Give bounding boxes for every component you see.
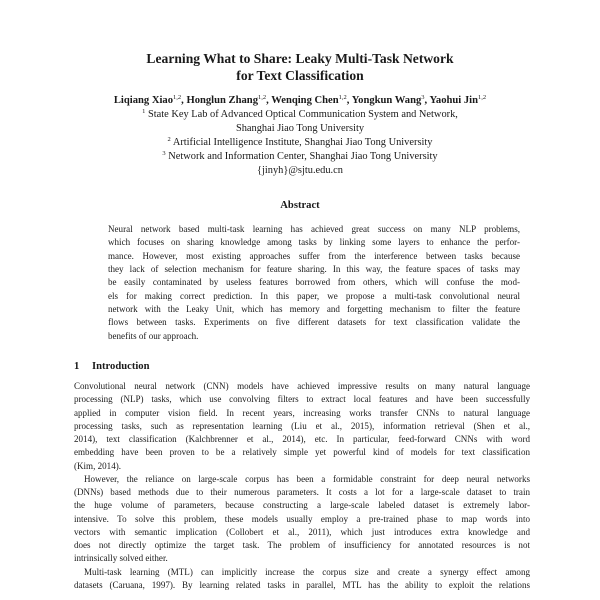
body-line: Convolutional neural network (CNN) models have achieved impressive results on many natural language — [74, 381, 530, 391]
body-line: 2014), text classification (Kalchbrenner et al., 2014), etc. In particular, feed-forward CNNs with word — [74, 434, 530, 444]
affiliation-1 — [0, 108, 600, 122]
affiliation-3 — [0, 150, 600, 164]
abstract-line: which focuses on sharing knowledge among tasks by linking some layers to enhance the perfor- — [108, 237, 520, 248]
body-line: does not directly optimize the target task. The problem of insufficiency for annotated resources is not — [74, 540, 530, 550]
section-heading-introduction — [74, 360, 150, 374]
abstract-line: network with the Leaky Unit, which has memory and forgetting mechanism to filter the feature — [108, 304, 520, 315]
section-title: Introduction — [92, 361, 150, 372]
body-line: embedding have been proven to be a relatively simple yet powerful kind of models for text classification — [74, 447, 530, 458]
body-line: processing tasks, such as representation learning (Liu et al., 2015), information retrieval (Shen et al., — [74, 420, 530, 431]
abstract-line: flows between tasks. Experiments on five different datasets for text classification validate the — [108, 317, 520, 328]
affiliation-1-continued — [0, 122, 600, 136]
body-line: intensive. To solve this problem, these models usually employ a pre-trained phase to map words into — [74, 513, 530, 524]
affiliation-2 — [0, 136, 600, 150]
author-list: Liqiang Xiao$^{1,2}$, Honglun Zhang$^{1,2}$, Wenqing Chen$^{1,2}$, Yongkun Wang$^3$, Yaohui Jin$^{1,2}$ — [113, 94, 487, 106]
affiliation-text: State Key Lab of Advanced Optical Communication System and Network, — [147, 109, 458, 120]
abstract-line: Neural network based multi-task learning has achieved great success on many NLP problems, — [108, 224, 520, 234]
abstract-line: benefits of our approach. — [108, 330, 199, 341]
body-line: Multi-task learning (MTL) can implicitly increase the corpus size and create a synergy effect among — [84, 566, 530, 577]
author-name: Honglun Zhang — [186, 95, 258, 106]
body-line: vectors with semantic implication (Collobert et al., 2011), which just introduces extra knowledge and — [74, 526, 530, 537]
author-affiliation-marker: 1,2 — [478, 94, 487, 101]
abstract-line: they lack of selection mechanism for feature sharing. In this way, the feature spaces of tasks may — [108, 264, 520, 275]
author-name: Yongkun Wang — [351, 95, 422, 106]
abstract-body — [108, 223, 520, 343]
email-text: {jinyh}@sjtu.edu.cn — [257, 165, 343, 176]
title-line-1: Learning What to Share: Leaky Multi-Task Network — [146, 51, 454, 66]
paper-title — [0, 50, 600, 84]
author-affiliation-marker: 1,2 — [173, 94, 182, 101]
affiliation-text: Artificial Intelligence Institute, Shanghai Jiao Tong University — [172, 137, 433, 148]
section-number: 1 — [74, 361, 80, 372]
contact-email — [0, 164, 600, 178]
body-line: (DNNs) based methods due to their numerous parameters. It costs a lot for a large-scale dataset to train — [74, 487, 530, 497]
author-affiliation-marker: 1,2 — [258, 94, 267, 101]
introduction-body — [74, 380, 530, 592]
affiliation-text: Network and Information Center, Shanghai Jiao Tong University — [168, 151, 438, 162]
author-name: Yaohui Jin — [429, 95, 479, 106]
affiliation-text: Shanghai Jiao Tong University — [235, 123, 365, 134]
body-line: processing (NLP) tasks, which use convolving filters to extract local features and have been successfully — [74, 394, 530, 405]
body-line: the huge volume of parameters, because constructing a large-scale labeled dataset is extremely labor- — [74, 500, 530, 511]
affiliation-marker: 2 — [167, 136, 171, 143]
body-line: intrinsically solved either. — [74, 553, 168, 564]
abstract-line: be easily contaminated by useless features borrowed from others, which will confuse the mod- — [108, 277, 520, 288]
abstract-heading: Abstract — [280, 200, 320, 211]
body-line: However, the reliance on large-scale corpus has been a formidable constraint for deep neural networks — [84, 473, 530, 484]
author-affiliation-marker: 3 — [421, 94, 425, 101]
affiliation-marker: 3 — [162, 150, 166, 157]
affiliation-marker: 1 — [142, 108, 146, 115]
author-name: Wenqing Chen — [271, 95, 339, 106]
author-name: Liqiang Xiao — [113, 95, 174, 106]
abstract-line: mance. However, most existing approaches suffer from the interference between tasks because — [108, 250, 520, 261]
author-affiliation-marker: 1,2 — [338, 94, 347, 101]
abstract-line: els for making correct prediction. In this paper, we propose a multi-task convolutional neural — [108, 290, 520, 301]
body-line: (Kim, 2014). — [74, 460, 121, 471]
body-line: applied in computer vision field. In recent years, increasing works transfer CNNs to natural language — [74, 407, 530, 418]
body-line: datasets (Caruana, 1997). By learning related tasks in parallel, MTL has the ability to exploit the relations — [74, 579, 530, 590]
title-line-2: for Text Classification — [236, 68, 364, 83]
